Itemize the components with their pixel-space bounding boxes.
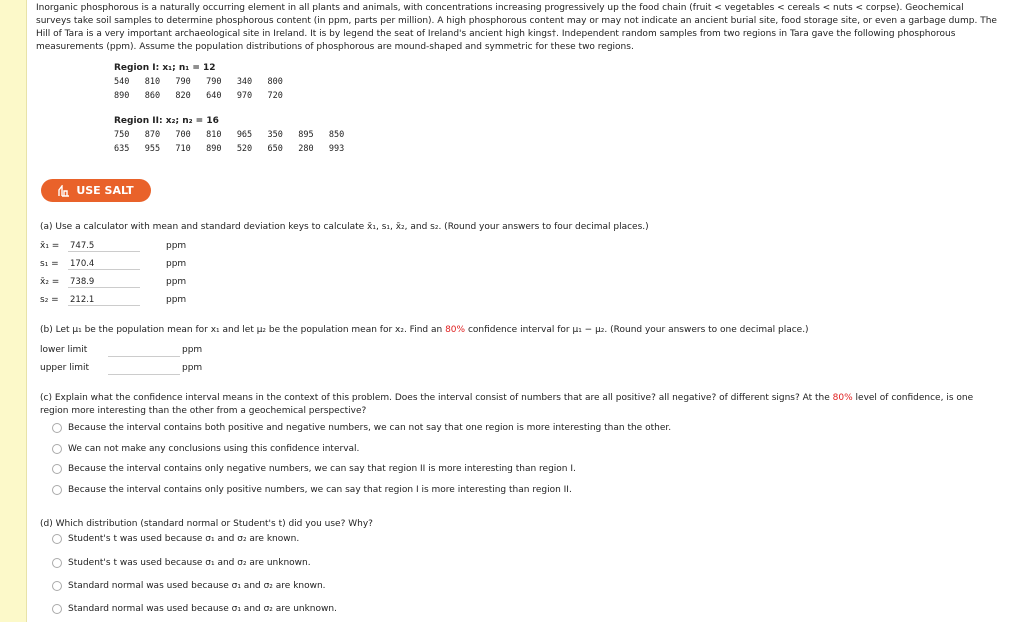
confidence-level: 80% [832, 393, 853, 403]
answer-label: s₂ = [40, 295, 59, 305]
radio-button[interactable] [52, 444, 62, 454]
radio-button[interactable] [52, 558, 62, 568]
radio-button[interactable] [52, 534, 62, 544]
use-salt-button[interactable] [41, 179, 151, 202]
upper-limit-input[interactable] [108, 362, 180, 375]
part-a-question: (a) Use a calculator with mean and standard deviation keys to calculate x̄₁, s₁, x̄₂, and s₂. (Round your answers to four decimal places.) [40, 222, 649, 232]
part-c-option-3[interactable] [52, 463, 576, 475]
left-margin-bar [0, 0, 27, 622]
xbar1-input[interactable]: 747.5 [68, 241, 140, 252]
part-b-question [40, 324, 809, 337]
unit-label: ppm [182, 345, 203, 355]
region-data [114, 62, 1000, 156]
option-label: Because the interval contains only positive numbers, we can say that region I is more interesting than region II. [68, 485, 572, 495]
answer-row-s1 [40, 256, 186, 272]
part-d-question: (d) Which distribution (standard normal or Student's t) did you use? Why? [40, 519, 373, 529]
use-salt-label: USE SALT [76, 184, 134, 197]
radio-button[interactable] [52, 604, 62, 614]
unit-label: ppm [166, 277, 187, 287]
radio-button[interactable] [52, 464, 62, 474]
option-label: Because the interval contains only negative numbers, we can say that region II is more interesting than region I. [68, 464, 576, 474]
s2-input[interactable]: 212.1 [68, 295, 140, 306]
confidence-level: 80% [445, 325, 466, 335]
lower-limit-input[interactable] [108, 344, 180, 357]
option-label: Student's t was used because σ₁ and σ₂ are unknown. [68, 558, 311, 568]
region2-row2: 635 955 710 890 520 650 280 993 [114, 144, 345, 154]
lower-limit-label: lower limit [40, 345, 88, 355]
option-label: Standard normal was used because σ₁ and σ₂ are unknown. [68, 604, 337, 614]
answer-label: s₁ = [40, 259, 59, 269]
option-label: We can not make any conclusions using this confidence interval. [68, 444, 360, 454]
option-label: Because the interval contains both positive and negative numbers, we can not say that one region is more interesting than the other. [68, 423, 672, 433]
answer-label: x̄₁ = [40, 241, 60, 251]
part-c-text: level of confidence, is one region more interesting than the other from a geochemical perspective? [40, 393, 974, 416]
region1-header: Region I: x₁; n₁ = 12 [114, 63, 216, 73]
answer-row-xbar2 [40, 274, 186, 290]
problem-content [36, 2, 1000, 156]
region1-row1: 540 810 790 790 340 800 [114, 77, 283, 87]
part-c-option-1[interactable] [52, 422, 671, 434]
part-d-option-4[interactable] [52, 603, 337, 615]
option-label: Student's t was used because σ₁ and σ₂ are known. [68, 534, 300, 544]
part-c-text: (c) Explain what the confidence interval means in the context of this problem. Does the interval consist of numbers that are all positive? all negative? of different signs? At the [40, 393, 833, 403]
radio-button[interactable] [52, 423, 62, 433]
part-c-option-2[interactable] [52, 443, 359, 455]
part-b-text: confidence interval for μ₁ − μ₂. (Round your answers to one decimal place.) [465, 325, 809, 335]
option-label: Standard normal was used because σ₁ and σ₂ are known. [68, 581, 326, 591]
xbar2-input[interactable]: 738.9 [68, 277, 140, 288]
part-c-option-4[interactable] [52, 484, 572, 496]
lower-limit-row [40, 342, 202, 358]
region1-row2: 890 860 820 640 970 720 [114, 91, 283, 101]
unit-label: ppm [182, 363, 203, 373]
answer-row-xbar1 [40, 238, 186, 254]
part-b-text: (b) Let μ₁ be the population mean for x₁ and let μ₂ be the population mean for x₂. Find an [40, 325, 446, 335]
part-d-option-1[interactable] [52, 533, 299, 545]
s1-input[interactable]: 170.4 [68, 259, 140, 270]
unit-label: ppm [166, 295, 187, 305]
upper-limit-row [40, 360, 202, 376]
radio-button[interactable] [52, 581, 62, 591]
part-d-option-2[interactable] [52, 557, 311, 569]
answer-label: x̄₂ = [40, 277, 60, 287]
answer-row-s2 [40, 292, 186, 308]
problem-prompt: Inorganic phosphorous is a naturally occurring element in all plants and animals, with concentrations increasing progressively up the food chain (fruit < vegetables < cereals < nuts < corpse). Geochemical surveys take soil samples to determine phosphorous content (in ppm, parts per million). A high phosphorous content may or may not indicate an ancient burial site, food storage site, or even a garbage dump. The Hill of Tara is a very important archaeological site in Ireland. It is by legend the seat of Ireland's ancient high kings†. Independent random samples from two regions in Tara gave the following phosphorous measurements (ppm). Assume the population distributions of phosphorous are mound-shaped and symmetric for these two regions. [36, 3, 997, 52]
part-c-question [40, 392, 990, 418]
radio-button[interactable] [52, 485, 62, 495]
salt-icon [58, 185, 70, 197]
region2-header: Region II: x₂; n₂ = 16 [114, 116, 219, 126]
region2-row1: 750 870 700 810 965 350 895 850 [114, 130, 345, 140]
unit-label: ppm [166, 241, 187, 251]
upper-limit-label: upper limit [40, 363, 90, 373]
unit-label: ppm [166, 259, 187, 269]
part-d-option-3[interactable] [52, 580, 326, 592]
